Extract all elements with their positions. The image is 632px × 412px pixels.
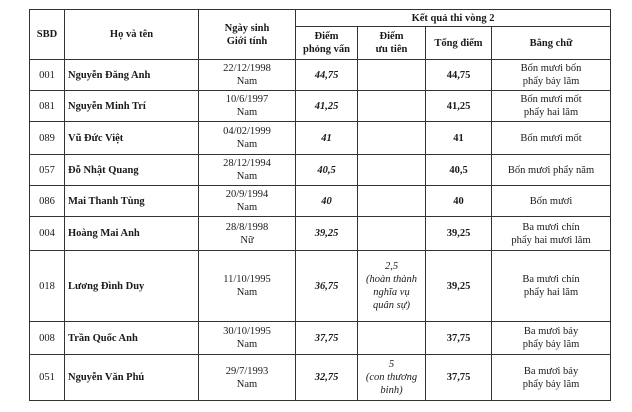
total-score-cell: 37,75 — [426, 322, 492, 355]
priority-score-cell — [358, 91, 426, 122]
name-cell: Mai Thanh Tùng — [65, 186, 199, 217]
interview-score-cell: 37,75 — [296, 322, 358, 355]
total-score-cell: 39,25 — [426, 251, 492, 322]
sbd-cell: 004 — [30, 217, 65, 251]
total-score-cell: 41 — [426, 122, 492, 155]
header-interview-score: Điểm phỏng vấn — [296, 27, 358, 60]
header-score-in-words: Bằng chữ — [492, 27, 611, 60]
table-row — [30, 251, 611, 322]
dob-gender-cell: 20/9/1994 Nam — [199, 186, 296, 217]
table-row — [30, 91, 611, 122]
interview-score-cell: 40 — [296, 186, 358, 217]
score-in-words-cell: Bốn mươi phẩy năm — [492, 155, 611, 186]
dob-gender-cell: 30/10/1995 Nam — [199, 322, 296, 355]
dob-gender-cell: 28/12/1994 Nam — [199, 155, 296, 186]
dob-gender-cell: 04/02/1999 Nam — [199, 122, 296, 155]
exam-results-table — [29, 9, 611, 401]
priority-score-cell — [358, 322, 426, 355]
sbd-cell: 051 — [30, 355, 65, 401]
interview-score-cell: 39,25 — [296, 217, 358, 251]
header-sbd: SBD — [30, 10, 65, 60]
interview-score-cell: 32,75 — [296, 355, 358, 401]
table-row — [30, 60, 611, 91]
total-score-cell: 40,5 — [426, 155, 492, 186]
margin-stamp-mark — [2, 178, 16, 308]
name-cell: Lương Đình Duy — [65, 251, 199, 322]
dob-gender-cell: 22/12/1998 Nam — [199, 60, 296, 91]
priority-score-cell — [358, 122, 426, 155]
dob-gender-cell: 28/8/1998 Nữ — [199, 217, 296, 251]
header-total-score: Tổng điểm — [426, 27, 492, 60]
sbd-cell: 018 — [30, 251, 65, 322]
priority-score-cell — [358, 217, 426, 251]
score-in-words-cell: Bốn mươi mốt — [492, 122, 611, 155]
dob-gender-cell: 11/10/1995 Nam — [199, 251, 296, 322]
interview-score-cell: 36,75 — [296, 251, 358, 322]
interview-score-cell: 41 — [296, 122, 358, 155]
name-cell: Vũ Đức Việt — [65, 122, 199, 155]
score-in-words-cell: Bốn mươi — [492, 186, 611, 217]
results-body — [30, 60, 611, 401]
name-cell: Nguyễn Văn Phú — [65, 355, 199, 401]
sbd-cell: 086 — [30, 186, 65, 217]
priority-score-cell — [358, 60, 426, 91]
score-in-words-cell: Ba mươi chín phẩy hai mươi lăm — [492, 217, 611, 251]
total-score-cell: 37,75 — [426, 355, 492, 401]
priority-score-cell — [358, 186, 426, 217]
score-in-words-cell: Ba mươi bảy phẩy bảy lăm — [492, 322, 611, 355]
name-cell: Nguyễn Đăng Anh — [65, 60, 199, 91]
table-row — [30, 322, 611, 355]
total-score-cell: 44,75 — [426, 60, 492, 91]
dob-gender-cell: 29/7/1993 Nam — [199, 355, 296, 401]
interview-score-cell: 41,25 — [296, 91, 358, 122]
header-priority-score: Điểm ưu tiên — [358, 27, 426, 60]
name-cell: Trần Quốc Anh — [65, 322, 199, 355]
total-score-cell: 39,25 — [426, 217, 492, 251]
score-in-words-cell: Bốn mươi mốt phẩy hai lăm — [492, 91, 611, 122]
priority-score-cell — [358, 155, 426, 186]
table-row — [30, 155, 611, 186]
name-cell: Nguyễn Minh Trí — [65, 91, 199, 122]
header-name: Họ và tên — [65, 10, 199, 60]
dob-gender-cell: 10/6/1997 Nam — [199, 91, 296, 122]
sbd-cell: 008 — [30, 322, 65, 355]
sbd-cell: 089 — [30, 122, 65, 155]
score-in-words-cell: Bốn mươi bốn phẩy bảy lăm — [492, 60, 611, 91]
table-row — [30, 355, 611, 401]
score-in-words-cell: Ba mươi bảy phẩy bảy lăm — [492, 355, 611, 401]
sbd-cell: 001 — [30, 60, 65, 91]
total-score-cell: 41,25 — [426, 91, 492, 122]
table-row — [30, 186, 611, 217]
score-in-words-cell: Ba mươi chín phẩy hai lăm — [492, 251, 611, 322]
priority-score-cell: 2,5 (hoàn thành nghĩa vụ quân sự) — [358, 251, 426, 322]
table-row — [30, 217, 611, 251]
interview-score-cell: 44,75 — [296, 60, 358, 91]
sbd-cell: 081 — [30, 91, 65, 122]
header-round2-results: Kết quả thi vòng 2 — [296, 10, 611, 27]
interview-score-cell: 40,5 — [296, 155, 358, 186]
sbd-cell: 057 — [30, 155, 65, 186]
name-cell: Hoàng Mai Anh — [65, 217, 199, 251]
header-dob-gender: Ngày sinh Giới tính — [199, 10, 296, 60]
table-row — [30, 122, 611, 155]
priority-score-cell: 5 (con thương binh) — [358, 355, 426, 401]
name-cell: Đỗ Nhật Quang — [65, 155, 199, 186]
total-score-cell: 40 — [426, 186, 492, 217]
